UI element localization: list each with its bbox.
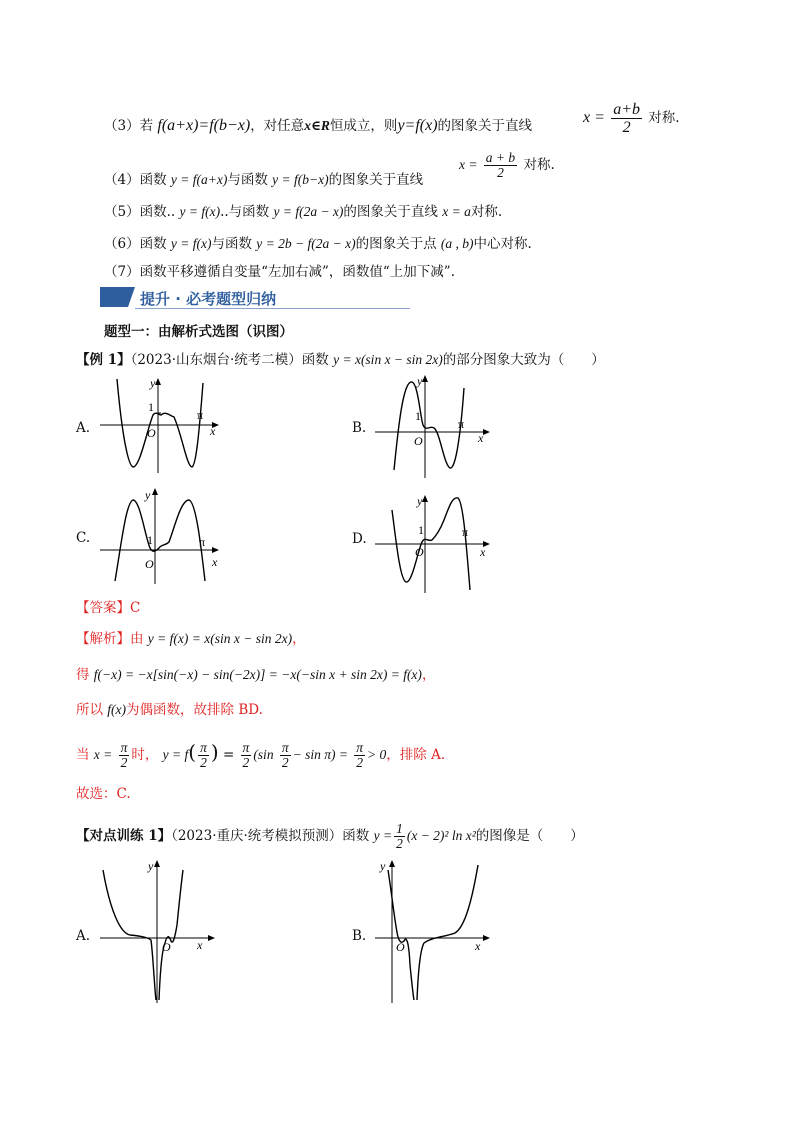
option-b-label[interactable]: B.	[352, 420, 367, 436]
drill-graph-a-y: y	[148, 859, 154, 873]
type1-title: 题型一：由解析式选图（识图）	[104, 324, 293, 340]
graph-c-origin: O	[145, 557, 154, 571]
graph-b-pi: π	[458, 417, 465, 431]
graph-c-one: 1	[147, 533, 153, 547]
graph-b-y: y	[417, 374, 423, 388]
rule-4-fraction: x = $\frac{a + b}{2}$ 对称.	[459, 150, 555, 180]
analysis-line-1: 【解析】由 y = f(x) = x(sin x − sin 2x)，	[76, 631, 306, 647]
analysis-line-2: 得 f(−x) = −x[sin(−x) − sin(−2x)] = −x(−sin x + sin 2x) = f(x)，	[76, 667, 436, 683]
example1-question: 【例 1】（2023·山东烟台·统考二模）函数 y = x(sin x − sin 2x)的部分图象大致为（ ）	[76, 352, 605, 368]
drill-graph-a-origin: O	[162, 940, 171, 954]
answer-value: C	[130, 600, 141, 616]
answer-label: 【答案】	[76, 600, 130, 616]
graph-a-y: y	[150, 376, 156, 390]
graph-c-x: x	[212, 555, 218, 569]
graph-a-one: 1	[148, 400, 154, 414]
banner-bar	[100, 287, 135, 307]
graph-b-one: 1	[415, 409, 421, 423]
drill-option-b-label[interactable]: B.	[352, 928, 367, 944]
option-a-label[interactable]: A.	[76, 420, 91, 436]
option-c-label[interactable]: C.	[76, 530, 91, 546]
analysis-line-5: 故选：C.	[76, 786, 131, 802]
graph-c-y: y	[145, 488, 151, 502]
graph-a-origin: O	[147, 426, 156, 440]
drill1-question: 【对点训练 1】（2023·重庆·统考模拟预测）函数 y = $\frac{1}{2}$ (x − 2)² ln x²的图像是（ ）	[76, 821, 584, 851]
rule-6: （6）函数 y = f(x)与函数 y = 2b − f(2a − x)的图象关于点 (a , b)中心对称.	[104, 236, 532, 252]
graph-b-origin: O	[414, 434, 423, 448]
drill-option-a-label[interactable]: A.	[76, 928, 91, 944]
graph-a-x: x	[210, 424, 216, 438]
rule-4: （4）函数 y = f(a+x)与函数 y = f(b−x)的图象关于直线	[104, 172, 424, 188]
answer	[76, 598, 140, 618]
graph-a-pi: π	[197, 408, 204, 422]
graph-d-origin: O	[415, 545, 424, 559]
banner-title: 提升 · 必考题型归纳	[140, 290, 277, 308]
section-banner	[100, 287, 410, 309]
option-d-label[interactable]: D.	[352, 531, 367, 547]
analysis-line-4: 当 x = $\frac{\pi}{2}$ 时， y = f( $\frac{\pi}{2}$ ) = $\frac{\pi}{2}$ (sin $\frac{\pi}{2}$ − sin π) = $\frac{\pi}{2}$ > 0，排除 A.	[76, 740, 446, 770]
graph-b	[370, 370, 495, 480]
graph-c-pi: π	[199, 535, 206, 549]
rule-5: （5）函数.. y = f(x)..与函数 y = f(2a − x)的图象关于直线 x = a对称.	[104, 204, 503, 220]
graph-d-y: y	[417, 494, 423, 508]
graph-b-x: x	[478, 431, 484, 445]
graph-d-one: 1	[418, 523, 424, 537]
banner-rule	[135, 308, 410, 309]
drill-graph-a	[95, 855, 225, 1005]
graph-c	[95, 486, 225, 586]
graph-a	[95, 375, 225, 475]
analysis-line-3: 所以 f(x)为偶函数，故排除 BD.	[76, 702, 263, 718]
drill-graph-b-y: y	[380, 859, 386, 873]
graph-d-pi: π	[462, 525, 469, 539]
rule-7: （7）函数平移遵循自变量“左加右减”，函数值“上加下减”.	[104, 264, 455, 280]
graph-d	[370, 490, 495, 595]
drill-graph-b-x: x	[475, 939, 481, 953]
rule-3-fraction: x = $\frac{a+b}{2}$ 对称.	[583, 101, 680, 136]
drill-graph-b-origin: O	[396, 940, 405, 954]
drill-graph-b	[370, 855, 495, 1005]
graph-d-x: x	[480, 545, 486, 559]
drill-graph-a-x: x	[197, 938, 203, 952]
rule-3: （3）若 f(a+x)=f(b−x)，对任意x∈R恒成立，则y=f(x)的图象关于直线	[104, 117, 533, 134]
